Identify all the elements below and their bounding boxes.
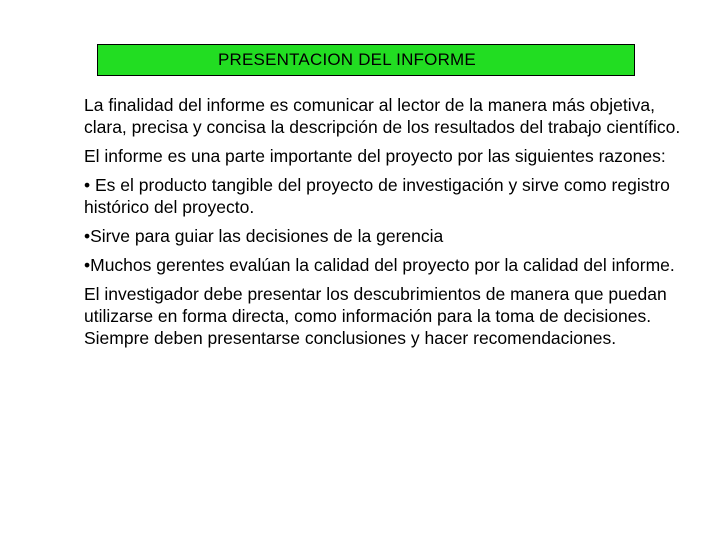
slide-body — [84, 94, 694, 356]
paragraph-recommendations: El investigador debe presentar los descubrimientos de manera que puedan utilizarse en forma directa, como información para la toma de decisiones. Siempre deben presentarse conclusiones y hacer recomendaciones. — [84, 284, 667, 348]
bullet-guide-decisions: •Sirve para guiar las decisiones de la gerencia — [84, 226, 444, 246]
paragraph-importance: El informe es una parte importante del proyecto por las siguientes razones: — [84, 146, 666, 166]
slide-title: PRESENTACION DEL INFORME — [218, 50, 476, 69]
bullet-tangible-product: • Es el producto tangible del proyecto de investigación y sirve como registro histórico del proyecto. — [84, 175, 670, 217]
paragraph-purpose: La finalidad del informe es comunicar al lector de la manera más objetiva, clara, precisa y concisa la descripción de los resultados del trabajo científico. — [84, 95, 681, 137]
title-banner — [97, 44, 635, 76]
bullet-quality-evaluation: •Muchos gerentes evalúan la calidad del proyecto por la calidad del informe. — [84, 255, 675, 275]
